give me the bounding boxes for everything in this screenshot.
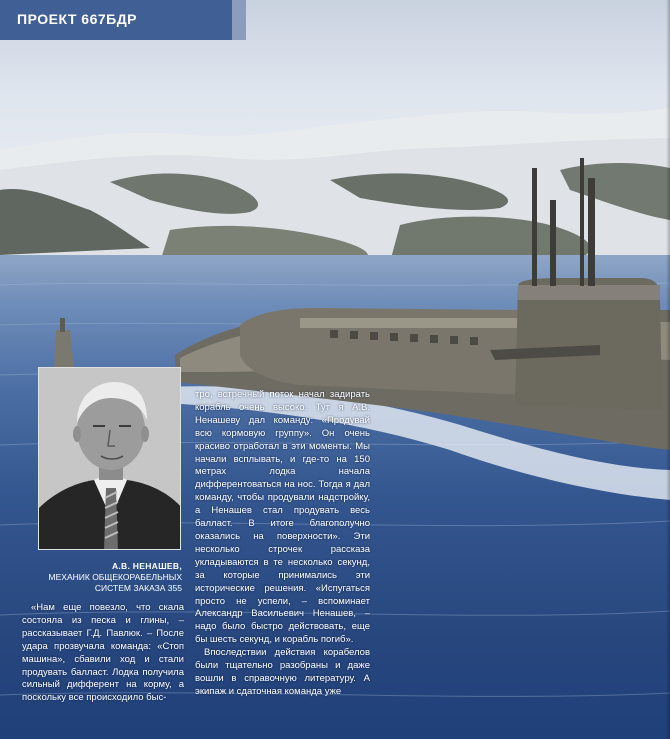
section-header	[0, 0, 246, 40]
caption-role-line1: МЕХАНИК ОБЩЕКОРАБЕЛЬНЫХ	[48, 572, 182, 582]
text-column-left	[22, 602, 184, 705]
page-spine-shadow	[666, 0, 670, 739]
portrait-photo	[38, 367, 181, 550]
text-column-right	[195, 389, 370, 699]
paragraph: «Нам еще повезло, что скала состояла из песка и глины, – рассказывает Г.Д. Павлюк. – После удара прозвучала команда: «Стоп машина», сбавили ход и стали продувать балласт. Лодка получила сильный дифферент на корму, а поскольку все происходило быс-	[22, 602, 184, 704]
caption-role-line2: СИСТЕМ ЗАКАЗА 355	[94, 583, 182, 593]
section-title: ПРОЕКТ 667БДР	[17, 11, 138, 27]
paragraph: Впоследствии действия корабелов были тщательно разобраны и даже вошли в справочную литературу. А экипаж и сдаточная команда уже	[195, 647, 370, 697]
caption-name: А.В. НЕНАШЕВ,	[111, 561, 182, 571]
photo-caption	[20, 561, 182, 594]
paragraph: тро, встречный поток начал задирать корабль очень высоко. Тут я А.В. Ненашеву дал команду: «Продувай всю кормовую группу». Он очень красиво отработал в эти моменты. Мы начали всплывать, и где-то на 150 метрах лодка начала дифферентоваться на нос. Тогда я дал команду, чтобы продували надстройку, а Ненашев стал продувать весь балласт. В итоге благополучно оказались на поверхности». Эти несколько строчек рассказа укладываются в те несколько секунд, за которые принимались эти исторические решения. «Испугаться просто не успели, – вспоминает Александр Васильевич Ненашев, – надо было быстро действовать, еще бы шесть секунд, и корабль погиб».	[195, 389, 370, 646]
